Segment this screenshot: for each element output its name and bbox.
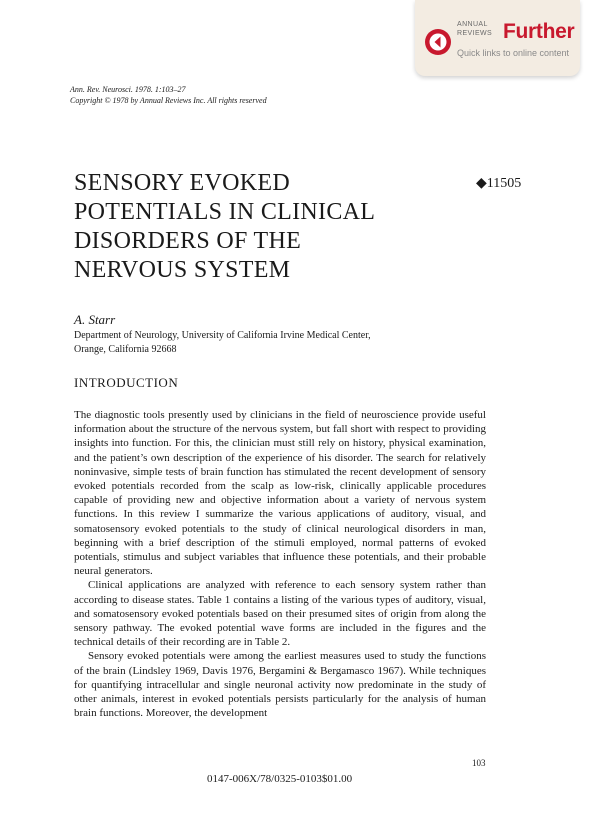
further-banner[interactable]: [415, 0, 580, 76]
affiliation-line-1: Department of Neurology, University of California Irvine Medical Center,: [74, 330, 371, 341]
affiliation-line-2: Orange, California 92668: [74, 344, 177, 355]
section-heading: INTRODUCTION: [74, 375, 179, 390]
document-id: ◆11505: [476, 176, 522, 191]
paragraph: The diagnostic tools presently used by clinicians in the field of neuroscience provide useful information about the structure of the nervous system, but fall short with respect to providing insights into function. For this, the clinician must still rely on history, physical examination, and the patient’s own description of the experience of his disorder. The search for relatively noninvasive, simple tests of brain function has stimulated the recent development of sensory evoked potentials recorded from the scalp as low-risk, clinically applicable procedures capable of providing new and objective information about a variety of nervous system functions. In this review I summarize the various applications of auditory, visual, and somatosensory evoked potentials to the study of clinical neurological disorders in man, beginning with a brief description of the stimuli employed, normal patterns of evoked potentials, stimulus and subject variables that influence these potentials, and their probable neural generators.: [74, 409, 486, 578]
article-body: [74, 408, 486, 720]
journal-citation: [70, 84, 267, 106]
brand-line-1: ANNUAL: [457, 21, 488, 28]
footer-code: 0147-006X/78/0325-0103$01.00: [207, 773, 353, 785]
annual-reviews-wordmark: [457, 20, 492, 38]
author-name: A. Starr: [74, 312, 116, 327]
author-affiliation: [74, 329, 371, 357]
citation-line-2: Copyright © 1978 by Annual Reviews Inc. All rights reserved: [70, 96, 267, 105]
title-line-3: DISORDERS OF THE: [74, 228, 302, 254]
paragraph: Clinical applications are analyzed with reference to each sensory system rather than according to disease states. Table 1 contains a listing of the various types of auditory, visual, and somatosensory evoked potentials based on their presumed sites of origin from along the sensory pathway. The evoked potential wave forms are included in the figures and the technical details of their recording are in Table 2.: [74, 579, 486, 649]
brand-line-2: REVIEWS: [457, 30, 493, 37]
title-line-4: NERVOUS SYSTEM: [74, 257, 291, 283]
further-label[interactable]: Further: [503, 20, 575, 43]
annual-reviews-logo-icon: [424, 28, 452, 56]
page-number: 103: [472, 758, 486, 768]
citation-line-1: Ann. Rev. Neurosci. 1978. 1:103–27: [70, 85, 186, 94]
paragraph: Sensory evoked potentials were among the earliest measures used to study the functions of the brain (Lindsley 1969, Davis 1976, Bergamini & Bergamasco 1967). While techniques for quantifying intracellular and single neuronal activity now predominate in the study of other animals, interest in evoked potentials persists particularly for the analysis of human brain functions. Moreover, the development: [74, 650, 486, 720]
article-title: [74, 169, 434, 285]
further-tagline[interactable]: Quick links to online content: [457, 48, 570, 58]
title-line-2: POTENTIALS IN CLINICAL: [74, 199, 376, 225]
title-line-1: SENSORY EVOKED: [74, 170, 290, 196]
